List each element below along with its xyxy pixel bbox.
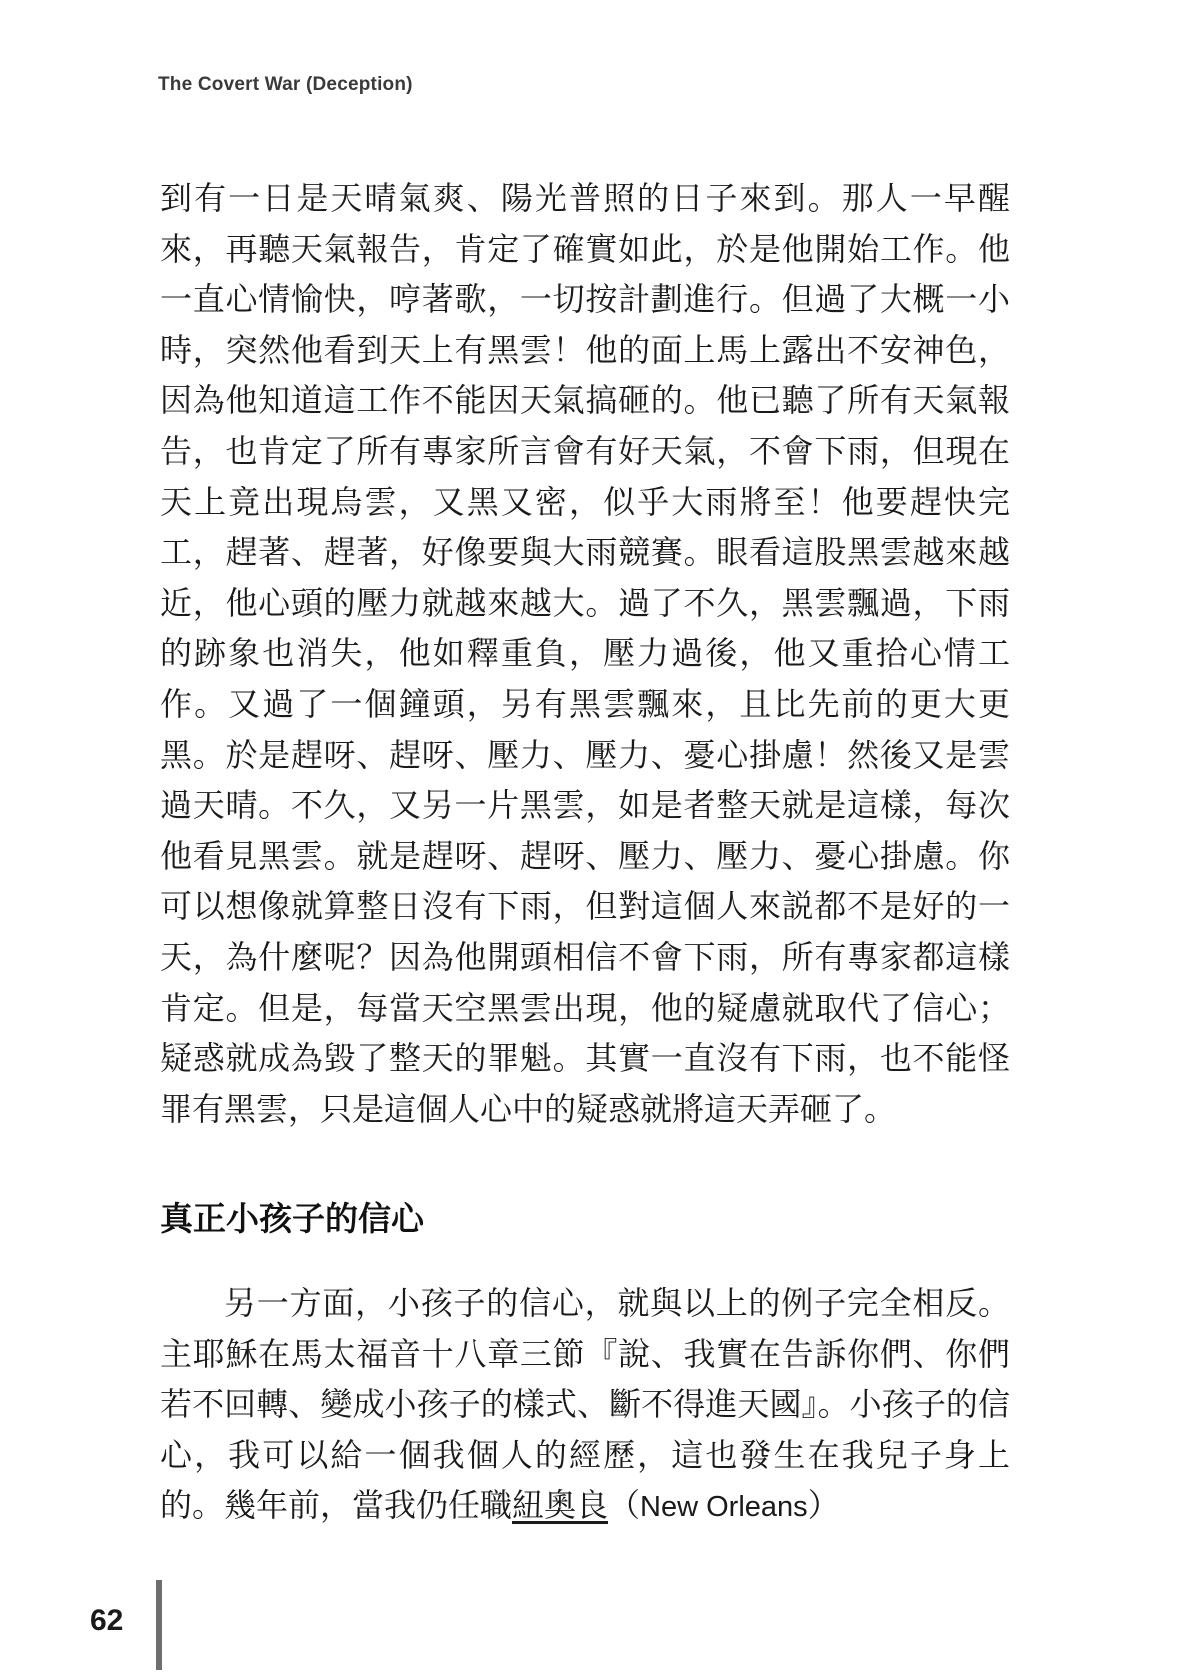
paren-close: ） — [807, 1486, 840, 1525]
paren-open: （ — [608, 1486, 641, 1525]
underlined-place-name: 紐奧良 — [512, 1486, 609, 1525]
section-heading: 真正小孩子的信心 — [160, 1199, 424, 1238]
page-number: 62 — [90, 1604, 124, 1637]
running-head: The Covert War (Deception) — [158, 74, 413, 95]
body-paragraph-1: 到有一日是天晴氣爽、陽光普照的日子來到。那人一早醒來，再聽天氣報告，肯定了確實如此，於是他開始工作。他一直心情愉快，哼著歌，一切按計劃進行。但過了大概一小時，突然他看到天上有黑雲！他的面上馬上露出不安神色，因為他知道這工作不能因天氣搞砸的。他已聽了所有天氣報告，也肯定了所有專家所言會有好天氣，不會下雨，但現在天上竟出現烏雲，又黑又密，似乎大雨將至！他要趕快完工，趕著、趕著，好像要與大雨競賽。眼看這股黑雲越來越近，他心頭的壓力就越來越大。過了不久，黑雲飄過，下雨的跡象也消失，他如釋重負，壓力過後，他又重拾心情工作。又過了一個鐘頭，另有黑雲飄來，且比先前的更大更黑。於是趕呀、趕呀、壓力、壓力、憂心掛慮！然後又是雲過天晴。不久，又另一片黑雲，如是者整天就是這樣，每次他看見黑雲。就是趕呀、趕呀、壓力、壓力、憂心掛慮。你可以想像就算整日沒有下雨，但對這個人來説都不是好的一天，為什麼呢？因為他開頭相信不會下雨，所有專家都這樣肯定。但是，每當天空黑雲出現，他的疑慮就取代了信心；疑惑就成為毀了整天的罪魁。其實一直沒有下雨，也不能怪罪有黑雲，只是這個人心中的疑惑就將這天弄砸了。 — [160, 179, 1010, 1128]
paragraph-2-text: 另一方面，小孩子的信心，就與以上的例子完全相反。主耶穌在馬太福音十八章三節『說、我實在告訴你們、你們若不回轉、變成小孩子的樣式、斷不得進天國』。小孩子的信心，我可以給一個我個人的經歷，這也發生在我兒子身上的。幾年前，當我仍任職 — [160, 1284, 1010, 1525]
body-paragraph-2 — [160, 1278, 1010, 1533]
page-number-rule — [156, 1580, 162, 1670]
latin-place-name: New Orleans — [640, 1491, 808, 1524]
